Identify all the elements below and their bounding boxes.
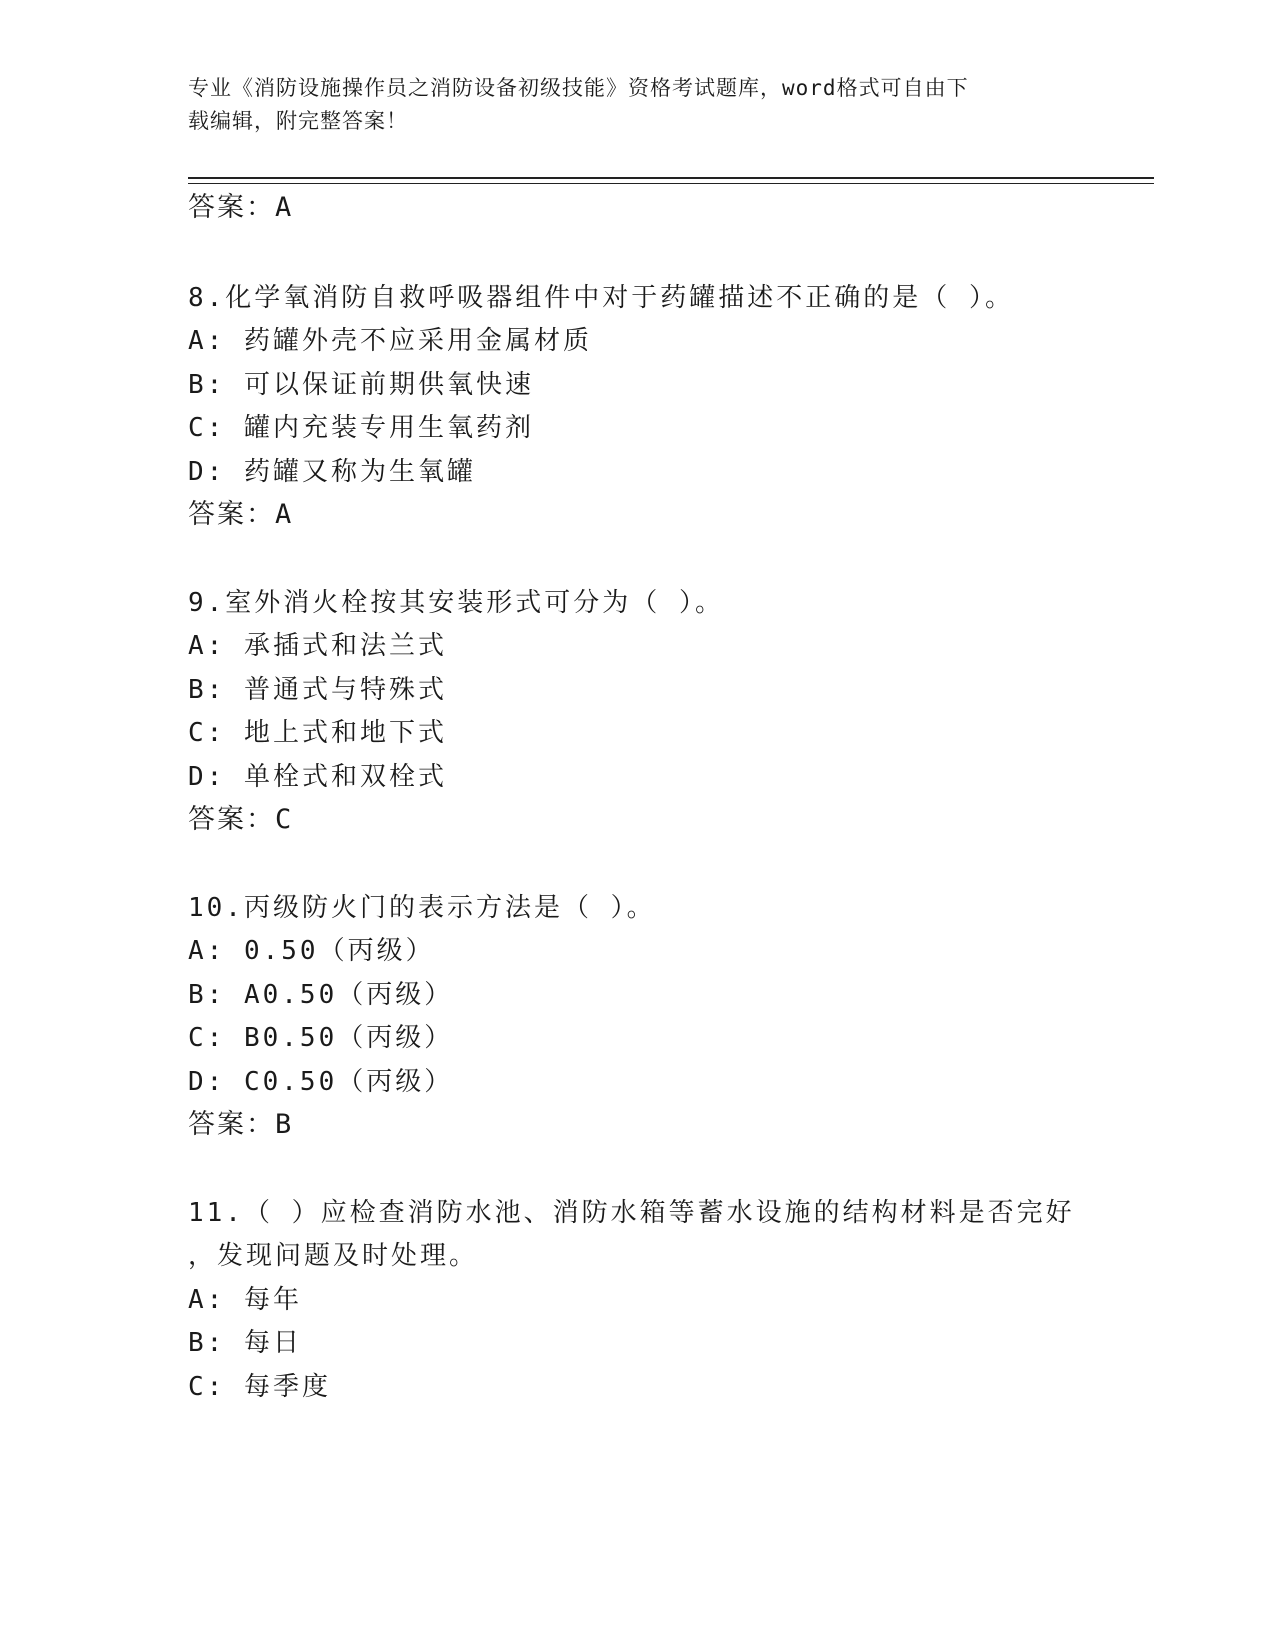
question-9-option-b: B: 普通式与特殊式 <box>188 675 447 705</box>
document-header <box>188 72 1088 138</box>
question-10-option-d: D: C0.50（丙级） <box>188 1067 454 1097</box>
question-11-option-c: C: 每季度 <box>188 1372 331 1402</box>
question-11-stem-line-1: 11.（ ）应检查消防水池、消防水箱等蓄水设施的结构材料是否完好 <box>188 1198 1075 1228</box>
question-11-option-b: B: 每日 <box>188 1328 302 1358</box>
answer-prev: 答案：A <box>188 192 294 223</box>
question-10-option-c: C: B0.50（丙级） <box>188 1023 454 1053</box>
question-8-option-a: A: 药罐外壳不应采用金属材质 <box>188 326 592 356</box>
question-10-option-a: A: 0.50（丙级） <box>188 936 435 966</box>
question-11-stem-line-2: ，发现问题及时处理。 <box>188 1241 479 1271</box>
question-8-option-c: C: 罐内充装专用生氧药剂 <box>188 413 534 443</box>
question-9-answer: 答案：C <box>188 804 294 835</box>
question-9-option-a: A: 承插式和法兰式 <box>188 631 447 661</box>
question-10-option-b: B: A0.50（丙级） <box>188 980 454 1010</box>
header-divider-thin <box>188 183 1154 184</box>
question-8-option-d: D: 药罐又称为生氧罐 <box>188 457 476 487</box>
question-10-answer: 答案：B <box>188 1109 294 1140</box>
question-8-option-b: B: 可以保证前期供氧快速 <box>188 370 534 400</box>
question-9-option-d: D: 单栓式和双栓式 <box>188 762 447 792</box>
question-8-answer: 答案：A <box>188 499 294 530</box>
question-9-stem: 9.室外消火栓按其安装形式可分为（ ）。 <box>188 588 724 618</box>
header-divider-thick <box>188 177 1154 179</box>
question-11-option-a: A: 每年 <box>188 1285 302 1315</box>
question-9-option-c: C: 地上式和地下式 <box>188 718 447 748</box>
header-line-1: 专业《消防设施操作员之消防设备初级技能》资格考试题库，word格式可自由下 <box>188 76 969 100</box>
question-10-stem: 10.丙级防火门的表示方法是（ ）。 <box>188 893 656 923</box>
header-line-2: 载编辑，附完整答案！ <box>188 109 408 133</box>
question-8-stem: 8.化学氧消防自救呼吸器组件中对于药罐描述不正确的是（ ）。 <box>188 283 1014 313</box>
